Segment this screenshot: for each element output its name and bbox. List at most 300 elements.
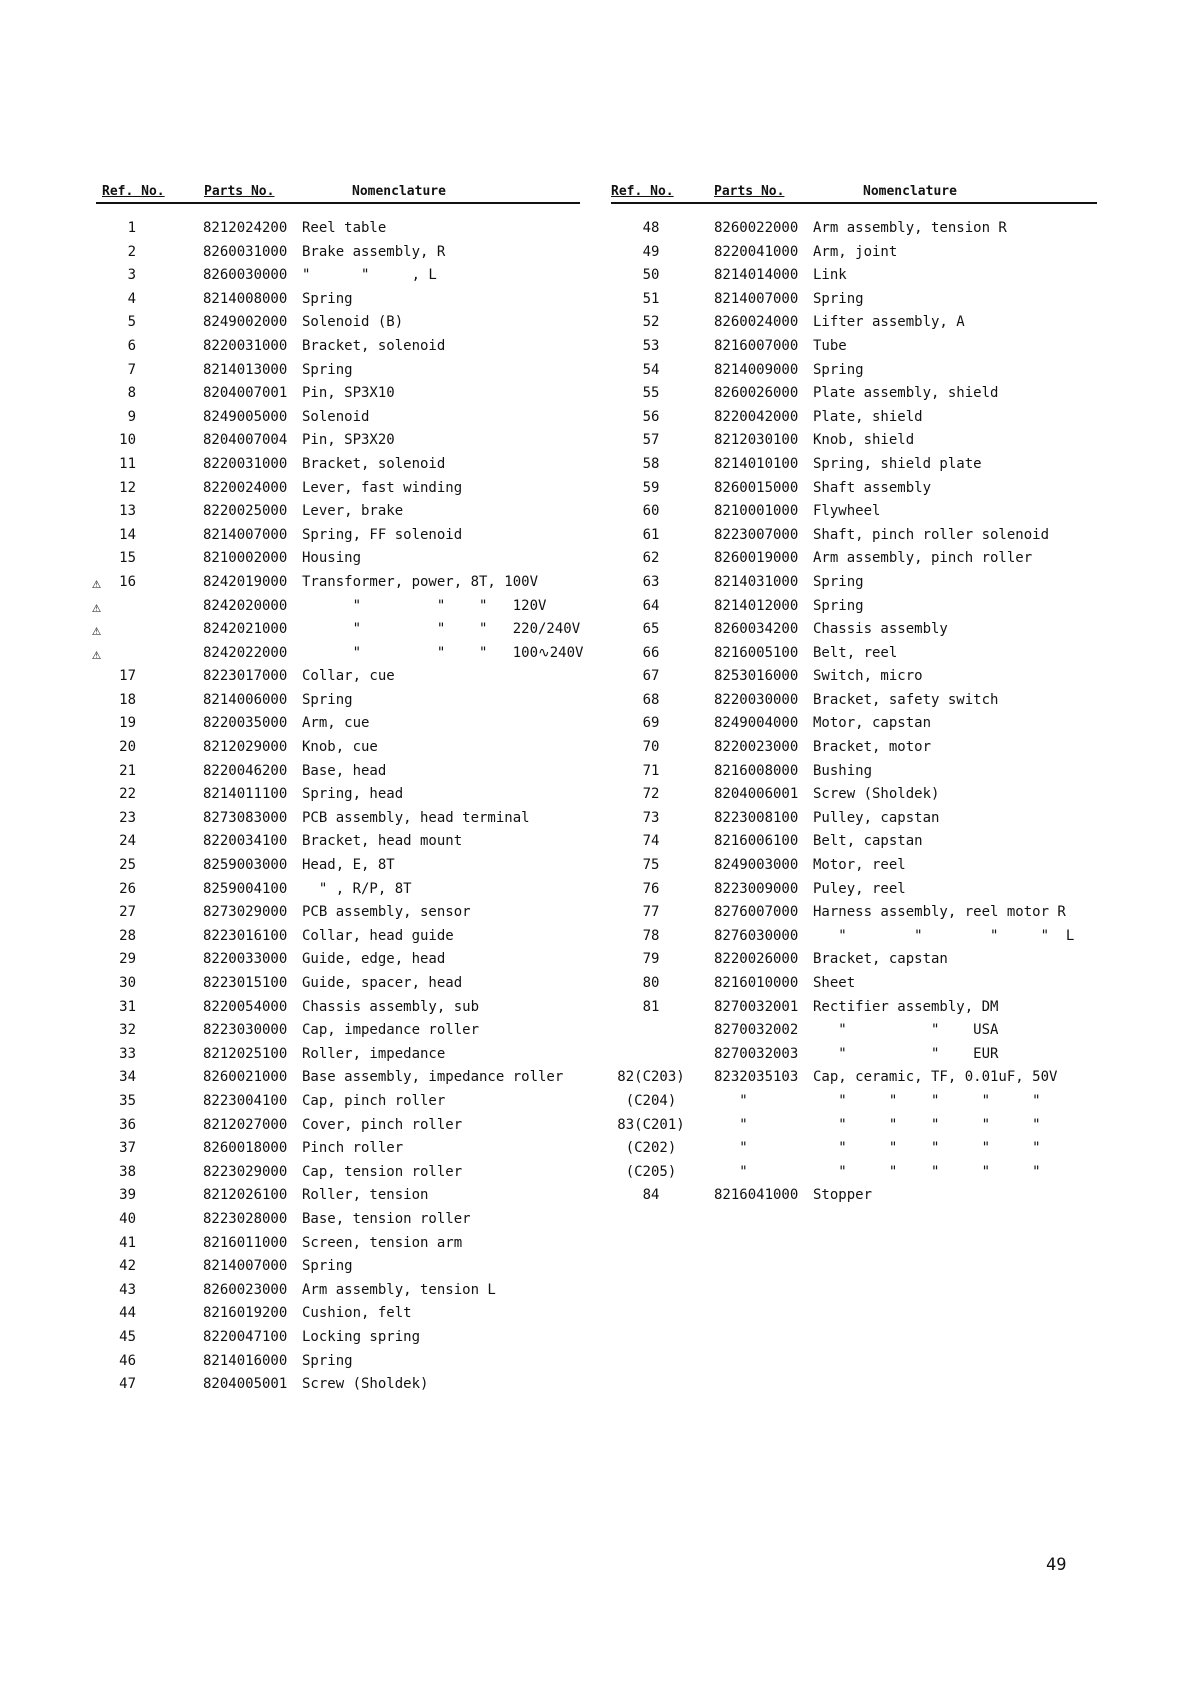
nomenclature: Switch, micro bbox=[813, 668, 923, 685]
parts-no: 8214008000 bbox=[203, 290, 288, 307]
parts-no: " bbox=[714, 1163, 748, 1180]
nomenclature: " " " " " bbox=[813, 1092, 1041, 1109]
nomenclature: Base, tension roller bbox=[302, 1210, 471, 1227]
parts-no: 8216019200 bbox=[203, 1305, 288, 1322]
header-ref-no: Ref. No. bbox=[102, 184, 165, 199]
parts-no: 8212027000 bbox=[203, 1116, 288, 1133]
parts-no: 8210001000 bbox=[714, 503, 799, 520]
ref-no: 47 bbox=[119, 1376, 136, 1393]
ref-no: 24 bbox=[119, 833, 136, 850]
table-row bbox=[96, 951, 580, 975]
ref-no: 5 bbox=[127, 314, 136, 331]
parts-no: 8270032001 bbox=[714, 998, 799, 1015]
table-row bbox=[611, 1022, 1097, 1046]
table-row bbox=[611, 527, 1097, 551]
table-row bbox=[611, 857, 1097, 881]
nomenclature: Guide, edge, head bbox=[302, 951, 446, 968]
table-row bbox=[611, 881, 1097, 905]
ref-no: 64 bbox=[642, 597, 660, 614]
table-row bbox=[96, 362, 580, 386]
parts-no: 8204006001 bbox=[714, 786, 799, 803]
table-row bbox=[611, 1046, 1097, 1070]
ref-no: 50 bbox=[642, 267, 660, 284]
ref-no: 33 bbox=[119, 1045, 136, 1062]
nomenclature: Head, E, 8T bbox=[302, 857, 395, 874]
ref-no: 41 bbox=[119, 1234, 136, 1251]
table-row bbox=[611, 975, 1097, 999]
table-row bbox=[611, 1164, 1097, 1188]
header-parts-no: Parts No. bbox=[714, 184, 785, 199]
parts-no: 8204007001 bbox=[203, 385, 288, 402]
ref-no: 29 bbox=[119, 951, 136, 968]
ref-no: 25 bbox=[119, 857, 136, 874]
parts-no: 8232035103 bbox=[714, 1069, 799, 1086]
nomenclature: Arm, joint bbox=[813, 243, 898, 260]
nomenclature: Bracket, capstan bbox=[813, 951, 948, 968]
table-row bbox=[611, 692, 1097, 716]
parts-no: 8220035000 bbox=[203, 715, 288, 732]
ref-no: 10 bbox=[119, 432, 136, 449]
nomenclature: Spring bbox=[302, 1258, 353, 1275]
nomenclature: PCB assembly, sensor bbox=[302, 904, 471, 921]
nomenclature: Cover, pinch roller bbox=[302, 1116, 463, 1133]
table-row bbox=[611, 267, 1097, 291]
nomenclature: Puley, reel bbox=[813, 880, 906, 897]
ref-no: 51 bbox=[642, 290, 660, 307]
table-row bbox=[96, 244, 580, 268]
table-row bbox=[92, 621, 581, 645]
nomenclature: Roller, tension bbox=[302, 1187, 429, 1204]
table-row bbox=[611, 338, 1097, 362]
table-row bbox=[92, 597, 580, 622]
parts-no: 8214010100 bbox=[714, 455, 799, 472]
table-header bbox=[611, 180, 1097, 204]
nomenclature: Spring bbox=[813, 597, 864, 614]
parts-no: 8223016100 bbox=[203, 927, 288, 944]
table-row bbox=[96, 1046, 580, 1070]
nomenclature: " " " " " bbox=[813, 1140, 1041, 1157]
parts-no: 8276030000 bbox=[714, 927, 799, 944]
nomenclature: Lifter assembly, A bbox=[813, 314, 965, 331]
nomenclature: Spring, head bbox=[302, 786, 404, 803]
nomenclature: " " , L bbox=[302, 267, 437, 284]
parts-no: 8204005001 bbox=[203, 1376, 288, 1393]
nomenclature: Solenoid bbox=[302, 408, 370, 425]
table-row bbox=[96, 220, 580, 244]
parts-no: 8223030000 bbox=[203, 1022, 288, 1039]
nomenclature: Pinch roller bbox=[302, 1140, 404, 1157]
parts-no: 8210002000 bbox=[203, 550, 288, 567]
ref-no: 68 bbox=[642, 691, 660, 708]
nomenclature: Spring bbox=[302, 1352, 353, 1369]
parts-no: 8214014000 bbox=[714, 267, 799, 284]
nomenclature: Spring, FF solenoid bbox=[302, 526, 463, 543]
warning-triangle-icon: ⚠ bbox=[92, 597, 102, 616]
nomenclature: Housing bbox=[302, 550, 362, 567]
ref-no: 9 bbox=[127, 408, 136, 425]
ref-no: 16 bbox=[119, 573, 136, 590]
parts-no: 8260026000 bbox=[714, 385, 799, 402]
parts-no: 8223017000 bbox=[203, 668, 288, 685]
parts-no: 8220033000 bbox=[203, 951, 288, 968]
nomenclature: Arm assembly, tension R bbox=[813, 220, 1007, 236]
parts-no: 8214016000 bbox=[203, 1352, 288, 1369]
ref-no: 22 bbox=[119, 786, 136, 803]
nomenclature: Arm assembly, tension L bbox=[302, 1281, 496, 1298]
table-row bbox=[96, 692, 580, 716]
ref-no: 31 bbox=[119, 998, 136, 1015]
parts-no: 8260030000 bbox=[203, 267, 288, 284]
table-row bbox=[96, 1329, 580, 1353]
parts-no: 8216007000 bbox=[714, 337, 799, 354]
table-row bbox=[611, 715, 1097, 739]
parts-no: 8223028000 bbox=[203, 1210, 288, 1227]
table-row bbox=[96, 763, 580, 787]
nomenclature: Screw (Sholdek) bbox=[302, 1376, 429, 1393]
ref-no: 44 bbox=[119, 1305, 136, 1322]
table-row bbox=[611, 739, 1097, 763]
ref-no: 8 bbox=[127, 385, 136, 402]
table-row bbox=[611, 362, 1097, 386]
nomenclature: Cap, impedance roller bbox=[302, 1022, 480, 1039]
ref-no: 20 bbox=[119, 739, 136, 756]
table-row bbox=[96, 480, 580, 504]
ref-no: 38 bbox=[119, 1163, 136, 1180]
nomenclature: Motor, reel bbox=[813, 857, 906, 874]
table-row bbox=[96, 1211, 580, 1235]
ref-no: 57 bbox=[642, 432, 660, 449]
parts-no: 8214031000 bbox=[714, 573, 799, 590]
ref-no: 42 bbox=[119, 1258, 136, 1275]
parts-no: 8249005000 bbox=[203, 408, 288, 425]
ref-no: 35 bbox=[119, 1092, 136, 1109]
parts-no: 8253016000 bbox=[714, 668, 799, 685]
nomenclature: Harness assembly, reel motor R bbox=[813, 904, 1066, 921]
parts-no: 8216010000 bbox=[714, 975, 799, 991]
parts-no: 8220025000 bbox=[203, 503, 288, 520]
nomenclature: Chassis assembly, sub bbox=[302, 998, 480, 1015]
ref-no: 72 bbox=[642, 786, 660, 803]
parts-no: " bbox=[714, 1092, 748, 1109]
table-row bbox=[96, 715, 580, 739]
nomenclature: Screw (Sholdek) bbox=[813, 786, 940, 803]
parts-no: 8273083000 bbox=[203, 809, 288, 826]
ref-no: 55 bbox=[642, 385, 660, 402]
parts-no: 8223008100 bbox=[714, 809, 799, 826]
parts-no: 8259003000 bbox=[203, 857, 288, 874]
table-row bbox=[611, 432, 1097, 456]
table-row bbox=[96, 975, 580, 999]
parts-no: " bbox=[714, 1140, 748, 1157]
ref-no: 84 bbox=[642, 1187, 660, 1204]
nomenclature: " " EUR bbox=[813, 1045, 999, 1062]
nomenclature: " " " " " bbox=[813, 1163, 1041, 1180]
ref-no: 80 bbox=[642, 975, 660, 991]
parts-no: 8216041000 bbox=[714, 1187, 799, 1204]
nomenclature: Stopper bbox=[813, 1187, 873, 1204]
ref-no: 70 bbox=[642, 739, 660, 756]
parts-no: 8220041000 bbox=[714, 243, 799, 260]
table-row bbox=[92, 644, 584, 669]
table-header bbox=[96, 180, 580, 204]
ref-no: 40 bbox=[119, 1210, 136, 1227]
table-row bbox=[96, 928, 580, 952]
parts-no: 8260024000 bbox=[714, 314, 799, 331]
ref-no: 69 bbox=[642, 715, 660, 732]
table-row bbox=[611, 904, 1097, 928]
table-row bbox=[96, 904, 580, 928]
nomenclature: Collar, head guide bbox=[302, 927, 454, 944]
ref-no: 7 bbox=[127, 361, 136, 378]
parts-no: 8223004100 bbox=[203, 1092, 288, 1109]
ref-no: 75 bbox=[642, 857, 660, 874]
table-row bbox=[96, 999, 580, 1023]
table-row bbox=[96, 503, 580, 527]
nomenclature: Belt, capstan bbox=[813, 833, 923, 850]
table-row bbox=[611, 574, 1097, 598]
table-row bbox=[611, 763, 1097, 787]
table-row bbox=[611, 314, 1097, 338]
table-row bbox=[96, 1164, 580, 1188]
nomenclature: Bracket, motor bbox=[813, 739, 932, 756]
table-row bbox=[96, 810, 580, 834]
parts-no: 8212029000 bbox=[203, 739, 288, 756]
parts-no: 8220030000 bbox=[714, 691, 799, 708]
nomenclature: Lever, fast winding bbox=[302, 479, 463, 496]
ref-no: 63 bbox=[642, 573, 660, 590]
table-row bbox=[611, 810, 1097, 834]
parts-no: 8214011100 bbox=[203, 786, 288, 803]
table-row bbox=[611, 1117, 1097, 1141]
ref-no: 13 bbox=[119, 503, 136, 520]
nomenclature: Bracket, head mount bbox=[302, 833, 463, 850]
parts-no: 8260022000 bbox=[714, 220, 799, 236]
nomenclature: Cap, tension roller bbox=[302, 1163, 463, 1180]
table-row bbox=[611, 385, 1097, 409]
nomenclature: Arm, cue bbox=[302, 715, 370, 732]
parts-no: 8212024200 bbox=[203, 220, 288, 236]
table-row bbox=[96, 857, 580, 881]
parts-no: 8249004000 bbox=[714, 715, 799, 732]
table-row bbox=[96, 550, 580, 574]
parts-no: " bbox=[714, 1116, 748, 1133]
table-row bbox=[96, 432, 580, 456]
parts-no: 8220042000 bbox=[714, 408, 799, 425]
page-number: 49 bbox=[1046, 1555, 1067, 1575]
ref-no: 83(C201) bbox=[617, 1116, 685, 1133]
nomenclature: " " " 220/240V bbox=[302, 621, 581, 638]
header-parts-no: Parts No. bbox=[204, 184, 275, 199]
parts-no: 8249003000 bbox=[714, 857, 799, 874]
table-row bbox=[96, 267, 580, 291]
ref-no: 52 bbox=[642, 314, 660, 331]
header-ref-no: Ref. No. bbox=[611, 184, 674, 199]
parts-no: 8216008000 bbox=[714, 762, 799, 779]
parts-no: 8260034200 bbox=[714, 621, 799, 638]
parts-no: 8212025100 bbox=[203, 1045, 288, 1062]
parts-no: 8220054000 bbox=[203, 998, 288, 1015]
header-nomenclature: Nomenclature bbox=[863, 184, 957, 199]
parts-no: 8212030100 bbox=[714, 432, 799, 449]
table-row bbox=[96, 786, 580, 810]
nomenclature: " " " 100∿240V bbox=[302, 644, 584, 661]
ref-no: 73 bbox=[642, 809, 660, 826]
nomenclature: Spring bbox=[302, 691, 353, 708]
table-row bbox=[96, 668, 580, 692]
ref-no: 62 bbox=[642, 550, 660, 567]
table-row bbox=[96, 1140, 580, 1164]
nomenclature: Rectifier assembly, DM bbox=[813, 998, 999, 1015]
table-row bbox=[611, 291, 1097, 315]
table-row bbox=[611, 480, 1097, 504]
ref-no: 46 bbox=[119, 1352, 136, 1369]
table-row bbox=[96, 1069, 580, 1093]
table-row bbox=[611, 598, 1097, 622]
ref-no: 11 bbox=[119, 455, 136, 472]
nomenclature: Spring bbox=[302, 290, 353, 307]
parts-no: 8216006100 bbox=[714, 833, 799, 850]
table-row bbox=[611, 1140, 1097, 1164]
warning-triangle-icon: ⚠ bbox=[92, 573, 102, 592]
ref-no: (C204) bbox=[625, 1092, 677, 1109]
table-row bbox=[611, 1093, 1097, 1117]
parts-no: 8260021000 bbox=[203, 1069, 288, 1086]
ref-no: 78 bbox=[642, 927, 660, 944]
nomenclature: Shaft, pinch roller solenoid bbox=[813, 526, 1050, 543]
ref-no: 53 bbox=[642, 337, 660, 354]
nomenclature: Spring bbox=[813, 361, 864, 378]
ref-no: 61 bbox=[642, 526, 660, 543]
nomenclature: Belt, reel bbox=[813, 644, 898, 661]
ref-no: 74 bbox=[642, 833, 660, 850]
ref-no: (C205) bbox=[625, 1163, 677, 1180]
ref-no: 37 bbox=[119, 1140, 136, 1157]
ref-no: 27 bbox=[119, 904, 136, 921]
nomenclature: Transformer, power, 8T, 100V bbox=[302, 573, 539, 590]
ref-no: 45 bbox=[119, 1328, 136, 1345]
nomenclature: Screen, tension arm bbox=[302, 1234, 463, 1251]
nomenclature: Chassis assembly bbox=[813, 621, 948, 638]
nomenclature: " " " " " bbox=[813, 1116, 1041, 1133]
nomenclature: Pulley, capstan bbox=[813, 809, 940, 826]
parts-table-left bbox=[92, 180, 584, 1393]
table-row bbox=[611, 1187, 1097, 1211]
nomenclature: Pin, SP3X20 bbox=[302, 432, 395, 449]
warning-triangle-icon: ⚠ bbox=[92, 621, 102, 640]
nomenclature: Plate, shield bbox=[813, 408, 923, 425]
table-row bbox=[96, 739, 580, 763]
table-row bbox=[611, 503, 1097, 527]
nomenclature: Shaft assembly bbox=[813, 479, 932, 496]
ref-no: 66 bbox=[642, 644, 660, 661]
parts-no: 8214007000 bbox=[203, 1258, 288, 1275]
nomenclature: Spring bbox=[813, 290, 864, 307]
table-row bbox=[96, 314, 580, 338]
ref-no: 36 bbox=[119, 1116, 136, 1133]
nomenclature: Roller, impedance bbox=[302, 1045, 446, 1062]
ref-no: 23 bbox=[119, 809, 136, 826]
nomenclature: Bracket, solenoid bbox=[302, 455, 446, 472]
table-row bbox=[96, 338, 580, 362]
ref-no: 60 bbox=[642, 503, 660, 520]
ref-no: 59 bbox=[642, 479, 660, 496]
parts-no: 8223029000 bbox=[203, 1163, 288, 1180]
parts-no: 8260019000 bbox=[714, 550, 799, 567]
ref-no: 49 bbox=[642, 243, 660, 260]
ref-no: (C202) bbox=[625, 1140, 677, 1157]
nomenclature: Cap, pinch roller bbox=[302, 1092, 446, 1109]
table-row bbox=[611, 645, 1097, 669]
table-body-right bbox=[611, 220, 1097, 1211]
nomenclature: Guide, spacer, head bbox=[302, 975, 463, 991]
table-row bbox=[611, 621, 1097, 645]
table-row bbox=[92, 573, 580, 598]
nomenclature: Cushion, felt bbox=[302, 1305, 412, 1322]
ref-no: 2 bbox=[127, 243, 136, 260]
table-row bbox=[96, 1376, 580, 1400]
nomenclature: Collar, cue bbox=[302, 668, 395, 685]
header-nomenclature: Nomenclature bbox=[352, 184, 446, 199]
parts-no: 8212026100 bbox=[203, 1187, 288, 1204]
table-row bbox=[96, 409, 580, 433]
parts-no: 8220031000 bbox=[203, 337, 288, 354]
table-row bbox=[611, 244, 1097, 268]
table-row bbox=[96, 1258, 580, 1282]
nomenclature: Motor, capstan bbox=[813, 715, 932, 732]
parts-no: 8220046200 bbox=[203, 762, 288, 779]
table-body-left bbox=[92, 220, 584, 1400]
nomenclature: Base, head bbox=[302, 762, 387, 779]
parts-no: 8260023000 bbox=[203, 1281, 288, 1298]
table-row bbox=[96, 291, 580, 315]
warning-triangle-icon: ⚠ bbox=[92, 644, 102, 663]
parts-no: 8260015000 bbox=[714, 479, 799, 496]
nomenclature: Cap, ceramic, TF, 0.01uF, 50V bbox=[813, 1069, 1058, 1086]
parts-table-right bbox=[611, 180, 1097, 1204]
ref-no: 76 bbox=[642, 880, 660, 897]
parts-no: 8214006000 bbox=[203, 691, 288, 708]
parts-no: 8216005100 bbox=[714, 644, 799, 661]
ref-no: 17 bbox=[119, 668, 136, 685]
nomenclature: Locking spring bbox=[302, 1328, 421, 1345]
table-row bbox=[96, 1093, 580, 1117]
nomenclature: Solenoid (B) bbox=[302, 314, 404, 331]
table-row bbox=[611, 456, 1097, 480]
table-row bbox=[96, 833, 580, 857]
ref-no: 28 bbox=[119, 927, 136, 944]
nomenclature: " , R/P, 8T bbox=[302, 880, 412, 897]
table-row bbox=[96, 456, 580, 480]
parts-no: 8220023000 bbox=[714, 739, 799, 756]
ref-no: 48 bbox=[642, 220, 660, 236]
table-row bbox=[611, 928, 1097, 952]
nomenclature: Base assembly, impedance roller bbox=[302, 1069, 564, 1086]
nomenclature: Tube bbox=[813, 337, 847, 354]
table-row bbox=[96, 1117, 580, 1141]
ref-no: 58 bbox=[642, 455, 660, 472]
parts-no: 8223009000 bbox=[714, 880, 799, 897]
parts-no: 8223007000 bbox=[714, 526, 799, 543]
parts-no: 8220031000 bbox=[203, 455, 288, 472]
table-row bbox=[96, 1235, 580, 1259]
ref-no: 39 bbox=[119, 1187, 136, 1204]
table-row bbox=[611, 220, 1097, 244]
parts-no: 8220047100 bbox=[203, 1328, 288, 1345]
ref-no: 32 bbox=[119, 1022, 136, 1039]
ref-no: 19 bbox=[119, 715, 136, 732]
parts-no: 8204007004 bbox=[203, 432, 288, 449]
ref-no: 54 bbox=[642, 361, 660, 378]
